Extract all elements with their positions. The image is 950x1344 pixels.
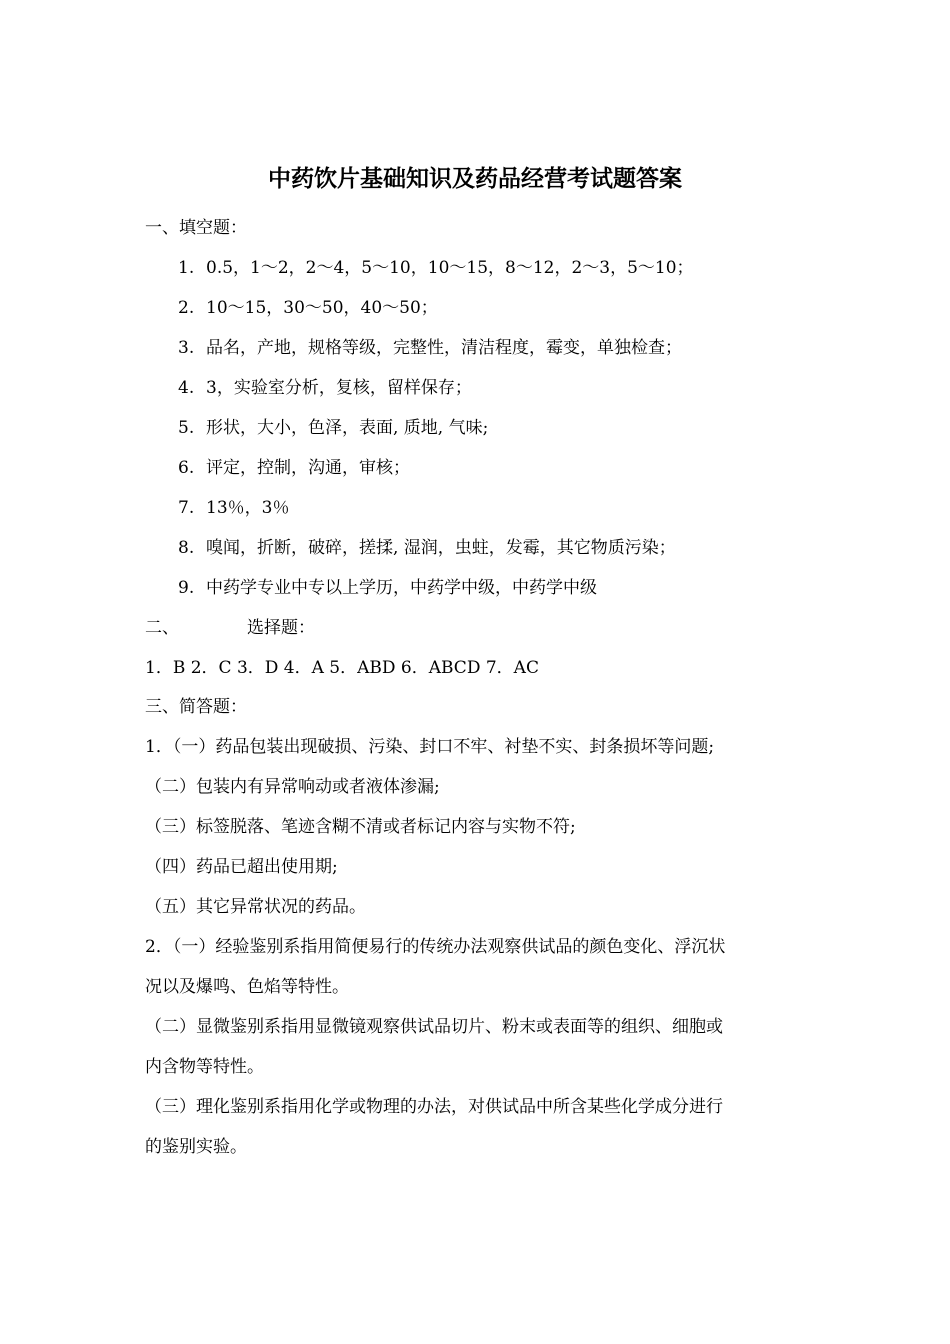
item-number: 6. bbox=[178, 458, 195, 478]
section1-heading: 一、填空题： bbox=[145, 218, 247, 238]
item-text: 品名，产地，规格等级，完整性，清洁程度，霉变，单独检查； bbox=[206, 338, 682, 358]
fill-item-2 bbox=[178, 296, 438, 320]
item-number: 1. bbox=[178, 258, 195, 278]
answer-line: （三）标签脱落、笔迹含糊不清或者标记内容与实物不符; bbox=[145, 817, 576, 837]
section2-heading-text: 选择题： bbox=[247, 618, 315, 638]
answer-line: （三）理化鉴别系指用化学或物理的办法，对供试品中所含某些化学成分进行 bbox=[145, 1097, 723, 1117]
answer-line: 2．（一）经验鉴别系指用简便易行的传统办法观察供试品的颜色变化、浮沉状 bbox=[145, 937, 726, 957]
item-text: 0.5，1～2，2～4，5～10，10～15，8～12，2～3，5～10； bbox=[206, 258, 694, 278]
answer-line: （四）药品已超出使用期; bbox=[145, 857, 338, 877]
item-number: 3. bbox=[178, 338, 195, 358]
fill-item-5 bbox=[178, 416, 488, 440]
answer-line: 况以及爆鸣、色焰等特性。 bbox=[145, 977, 349, 997]
item-number: 4. bbox=[178, 378, 195, 398]
fill-item-4 bbox=[178, 376, 472, 400]
item-number: 7. bbox=[178, 498, 195, 518]
fill-item-7 bbox=[178, 496, 289, 520]
answer-line: 内含物等特性。 bbox=[145, 1057, 264, 1077]
section2-heading-number: 二、 bbox=[145, 618, 179, 638]
answer-line: （五）其它异常状况的药品。 bbox=[145, 897, 366, 917]
choice-answers: 1．B 2．C 3．D 4．A 5．ABD 6．ABCD 7．AC bbox=[145, 658, 539, 678]
item-text: 13％，3％ bbox=[206, 498, 290, 518]
section3-heading: 三、简答题： bbox=[145, 697, 247, 717]
fill-item-9 bbox=[178, 576, 597, 600]
section2-heading bbox=[145, 616, 315, 640]
item-text: 中药学专业中专以上学历，中药学中级，中药学中级 bbox=[206, 578, 597, 598]
fill-item-6 bbox=[178, 456, 410, 480]
item-text: 评定，控制，沟通，审核； bbox=[206, 458, 410, 478]
answer-line: 的鉴别实验。 bbox=[145, 1137, 247, 1157]
item-number: 8. bbox=[178, 538, 195, 558]
fill-item-1 bbox=[178, 256, 694, 280]
answer-line: （二）显微鉴别系指用显微镜观察供试品切片、粉末或表面等的组织、细胞或 bbox=[145, 1017, 723, 1037]
fill-item-3 bbox=[178, 336, 682, 360]
fill-item-8 bbox=[178, 536, 676, 560]
item-number: 5. bbox=[178, 418, 195, 438]
answer-line: （二）包装内有异常响动或者液体渗漏; bbox=[145, 777, 440, 797]
item-text: 形状，大小，色泽，表面, 质地, 气味; bbox=[206, 418, 489, 438]
answer-line: 1．（一）药品包装出现破损、污染、封口不牢、衬垫不实、封条损坏等问题; bbox=[145, 737, 715, 757]
item-text: 嗅闻，折断，破碎，搓揉, 湿润，虫蛀，发霉，其它物质污染； bbox=[206, 538, 676, 558]
document-title: 中药饮片基础知识及药品经营考试题答案 bbox=[268, 166, 682, 192]
item-number: 2. bbox=[178, 298, 195, 318]
item-text: 3，实验室分析，复核，留样保存； bbox=[206, 378, 472, 398]
item-text: 10～15，30～50，40～50； bbox=[206, 298, 438, 318]
item-number: 9. bbox=[178, 578, 195, 598]
